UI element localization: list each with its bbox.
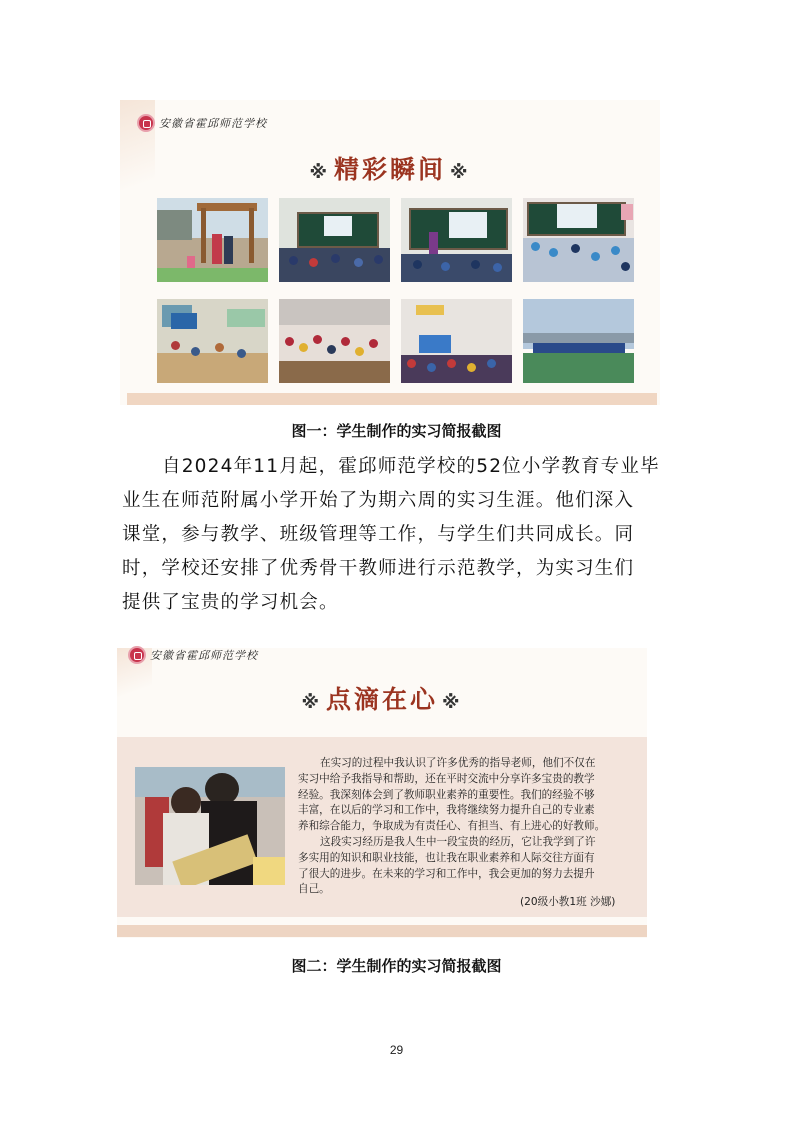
quote-line: 经验。我深刻体会到了教师职业素养的重要性。我们的经验不够 bbox=[298, 788, 595, 801]
section-heading-reflections bbox=[262, 680, 502, 716]
quote-line: 多实用的知识和职业技能，也让我在职业素养和人际交往方面有 bbox=[298, 851, 595, 864]
school-seal-icon bbox=[137, 114, 155, 132]
paragraph-line: 提供了宝贵的学习机会。 bbox=[122, 592, 339, 613]
heading-mark-right: ※ bbox=[450, 162, 471, 183]
body-paragraph bbox=[122, 450, 682, 620]
heading-mark-left: ※ bbox=[301, 692, 322, 713]
quote-line: 了很大的进步。在未来的学习和工作中，我会更加的努力去提升 bbox=[298, 867, 595, 880]
student-reflection-quote bbox=[298, 756, 638, 898]
quote-line: 实习中给予我指导和帮助，还在平时交流中分享许多宝贵的教学 bbox=[298, 772, 595, 785]
paragraph-line: 业生在师范附属小学开始了为期六周的实习生涯。他们深入 bbox=[122, 490, 635, 511]
paragraph-line: 课堂，参与教学、班级管理等工作，与学生们共同成长。同 bbox=[122, 524, 635, 545]
heading-text: 点滴在心 bbox=[325, 685, 438, 714]
school-name: 安徽省霍邱师范学校 bbox=[150, 649, 258, 662]
poster-2-bottom-band bbox=[117, 925, 647, 937]
heading-mark-right: ※ bbox=[442, 692, 463, 713]
photo-classroom-lesson-3 bbox=[523, 198, 634, 282]
photo-auditorium-class bbox=[401, 299, 512, 383]
quote-line: 这段实习经历是我人生中一段宝贵的经历，它让我学到了许 bbox=[320, 835, 596, 848]
school-logo bbox=[128, 646, 258, 664]
school-logo bbox=[137, 114, 267, 132]
caption-figure-1: 图一：学生制作的实习简报截图 bbox=[291, 422, 502, 440]
photo-classroom-lesson-1 bbox=[279, 198, 390, 282]
quote-signature: (20级小教1班 沙娜) bbox=[520, 896, 616, 908]
photo-outdoor-pergola bbox=[157, 198, 268, 282]
page-number: 29 bbox=[389, 1043, 404, 1057]
paragraph-line: 自2024年11月起，霍邱师范学校的52位小学教育专业毕 bbox=[162, 456, 660, 477]
photo-playground-group bbox=[523, 299, 634, 383]
heading-mark-left: ※ bbox=[309, 162, 330, 183]
heading-text: 精彩瞬间 bbox=[333, 155, 446, 184]
school-seal-icon bbox=[128, 646, 146, 664]
quote-line: 在实习的过程中我认识了许多优秀的指导老师，他们不仅在 bbox=[320, 757, 596, 769]
quote-line: 丰富，在以后的学习和工作中，我将继续努力提升自己的专业素 bbox=[298, 804, 595, 817]
photo-kindergarten-room bbox=[157, 299, 268, 383]
photo-teacher-reading-with-child bbox=[135, 767, 285, 885]
quote-line: 自己。 bbox=[298, 883, 330, 896]
poster-1-bottom-band bbox=[127, 393, 657, 405]
school-name: 安徽省霍邱师范学校 bbox=[159, 117, 267, 130]
section-heading-highlights bbox=[270, 150, 510, 186]
quote-line: 养和综合能力，争取成为有责任心、有担当、有上进心的好教师。 bbox=[298, 820, 606, 833]
paragraph-line: 时，学校还安排了优秀骨干教师进行示范教学，为实习生们 bbox=[122, 558, 635, 579]
photo-classroom-lesson-2 bbox=[401, 198, 512, 282]
caption-figure-2: 图二：学生制作的实习简报截图 bbox=[291, 957, 502, 975]
photo-kids-group bbox=[279, 299, 390, 383]
